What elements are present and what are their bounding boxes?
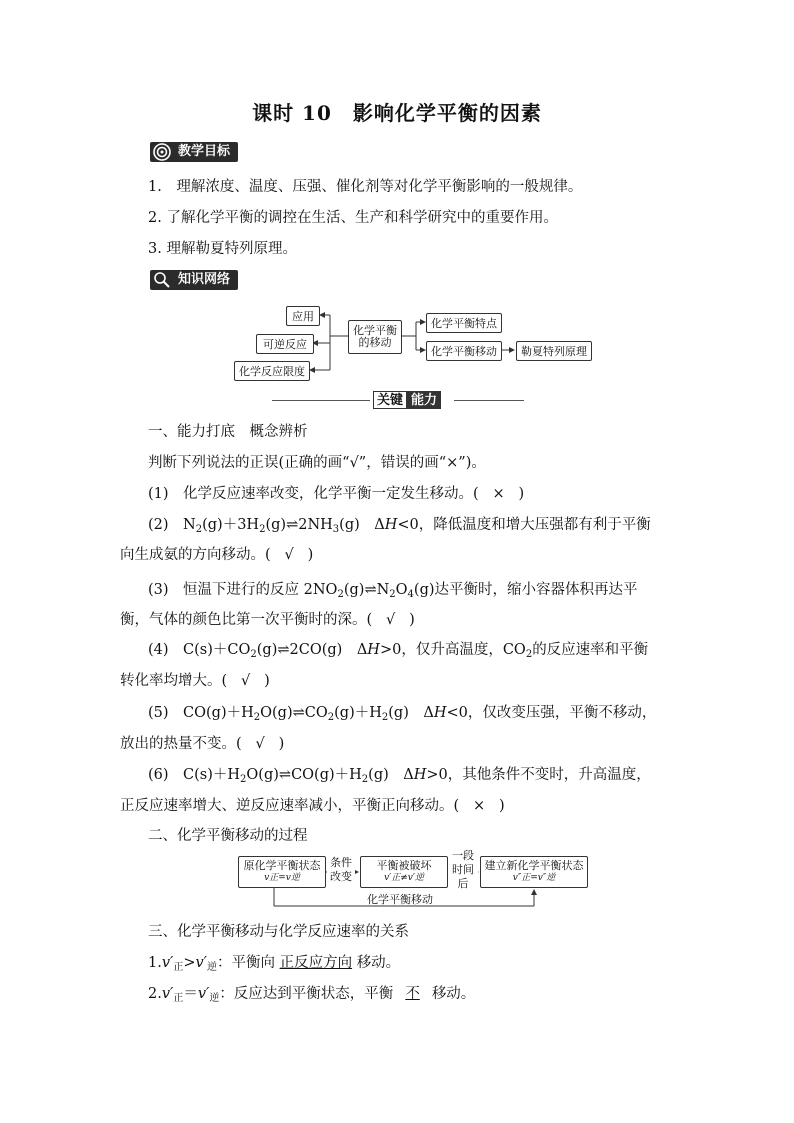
process-step-time: 一段时间后 [448, 855, 478, 885]
question-5: (5) $CO(g)+H_2O(g)\rightleftharpoons CO_2(g)+H_2(g)$ ΔH<0，仅改变压强，平衡不移动， [148, 705, 657, 723]
equilibrium-arrow: ⇌ [286, 517, 299, 533]
question-5-cont: 放出的热量不变。( √ ) [120, 736, 285, 752]
relation-line-1: $1.v'_正>v'_逆$：平衡向 正反应方向 移动。 [148, 955, 401, 973]
goals-badge [150, 142, 238, 162]
process-step-condition: 条件改变 [327, 855, 355, 885]
part1-intro: 判断下列说法的正误(正确的画“√”，错误的画“×”)。 [148, 455, 486, 471]
section-label-right: 能力 [407, 391, 441, 409]
node-equilibrium-features: 化学平衡特点 [426, 313, 502, 333]
answer-mark-2: √ [284, 547, 294, 563]
process-box-original: 原化学平衡状态 v正=v逆 [238, 856, 326, 888]
page-title: 课时 10 影响化学平衡的因素 [252, 101, 542, 125]
node-center [348, 320, 402, 354]
process-box-new: 建立新化学平衡状态 v″正=v″逆 [480, 856, 588, 888]
node-center-label: 化学平衡的移动 [353, 324, 397, 349]
question-3-cont: 衡，气体的颜色比第一次平衡时的深。( √ ) [120, 612, 415, 628]
equilibrium-arrow: ⇌ [277, 642, 290, 658]
section-label-left: 关键 [373, 391, 407, 409]
question-2-cont: 向生成氨的方向移动。( √ ) [120, 547, 314, 563]
question-4: (4) $C(s)+CO_2(g)\rightleftharpoons 2CO(g)$ ΔH>0，仅升高温度，$CO_2$的反应速率和平衡 [148, 642, 649, 660]
answer-mark-6: × [472, 798, 486, 814]
network-badge-label: 知识网络 [178, 272, 231, 287]
process-box-broken: 平衡被破坏 v′正≠v′逆 [360, 856, 448, 888]
answer-mark-3: √ [385, 612, 396, 628]
answer-mark-5: √ [255, 736, 265, 752]
part1-heading: 一、能力打底 概念辨析 [148, 424, 308, 440]
section-divider [272, 391, 524, 409]
question-2: (2) $N_2(g)+3H_2(g)\rightleftharpoons 2NH_3(g)$ ΔH<0，降低温度和增大压强都有利于平衡 [148, 517, 651, 535]
magnifier-book-icon [153, 271, 171, 289]
node-application: 应用 [286, 306, 320, 326]
goals-badge-label: 教学目标 [178, 144, 231, 159]
process-bottom-label: 化学平衡移动 [367, 892, 433, 906]
goal-1: 1. 理解浓度、温度、压强、催化剂等对化学平衡影响的一般规律。 [148, 179, 583, 195]
part3-heading: 三、化学平衡移动与化学反应速率的关系 [148, 924, 409, 940]
node-reversible-reaction: 可逆反应 [256, 334, 314, 354]
node-reaction-limit: 化学反应限度 [234, 361, 310, 381]
goal-2: 2. 了解化学平衡的调控在生活、生产和科学研究中的重要作用。 [148, 210, 558, 226]
question-1: (1) 化学反应速率改变，化学平衡一定发生移动。( × ) [148, 486, 525, 502]
question-6: (6) $C(s)+H_2O(g)\rightleftharpoons CO(g)+H_2(g)$ ΔH>0，其他条件不变时，升高温度， [148, 767, 651, 785]
question-6-cont: 正反应速率增大、逆反应速率减小，平衡正向移动。( × ) [120, 798, 505, 814]
answer-blank-1: 正反应方向 [279, 955, 353, 971]
part2-heading: 二、化学平衡移动的过程 [148, 828, 308, 844]
equilibrium-arrow: ⇌ [278, 767, 292, 783]
target-icon [153, 143, 171, 161]
answer-mark-1: × [492, 486, 505, 502]
relation-line-2: $2.v'_正=v'_逆$：反应达到平衡状态，平衡 不 移动。 [148, 986, 476, 1004]
equilibrium-arrow: ⇌ [292, 705, 305, 721]
question-4-cont: 转化率均增大。( √ ) [120, 673, 270, 689]
node-le-chatelier: 勒夏特列原理 [516, 341, 592, 361]
question-3: (3) 恒温下进行的反应 $2NO_2(g)\rightleftharpoons N_2O_4(g)$达平衡时，缩小容器体积再达平 [148, 582, 638, 600]
node-equilibrium-shift: 化学平衡移动 [426, 341, 502, 361]
goal-3: 3. 理解勒夏特列原理。 [148, 241, 297, 257]
network-badge [150, 270, 238, 290]
answer-mark-4: √ [241, 673, 251, 689]
equilibrium-arrow: ⇌ [364, 582, 377, 598]
answer-blank-2: 不 [405, 986, 420, 1002]
